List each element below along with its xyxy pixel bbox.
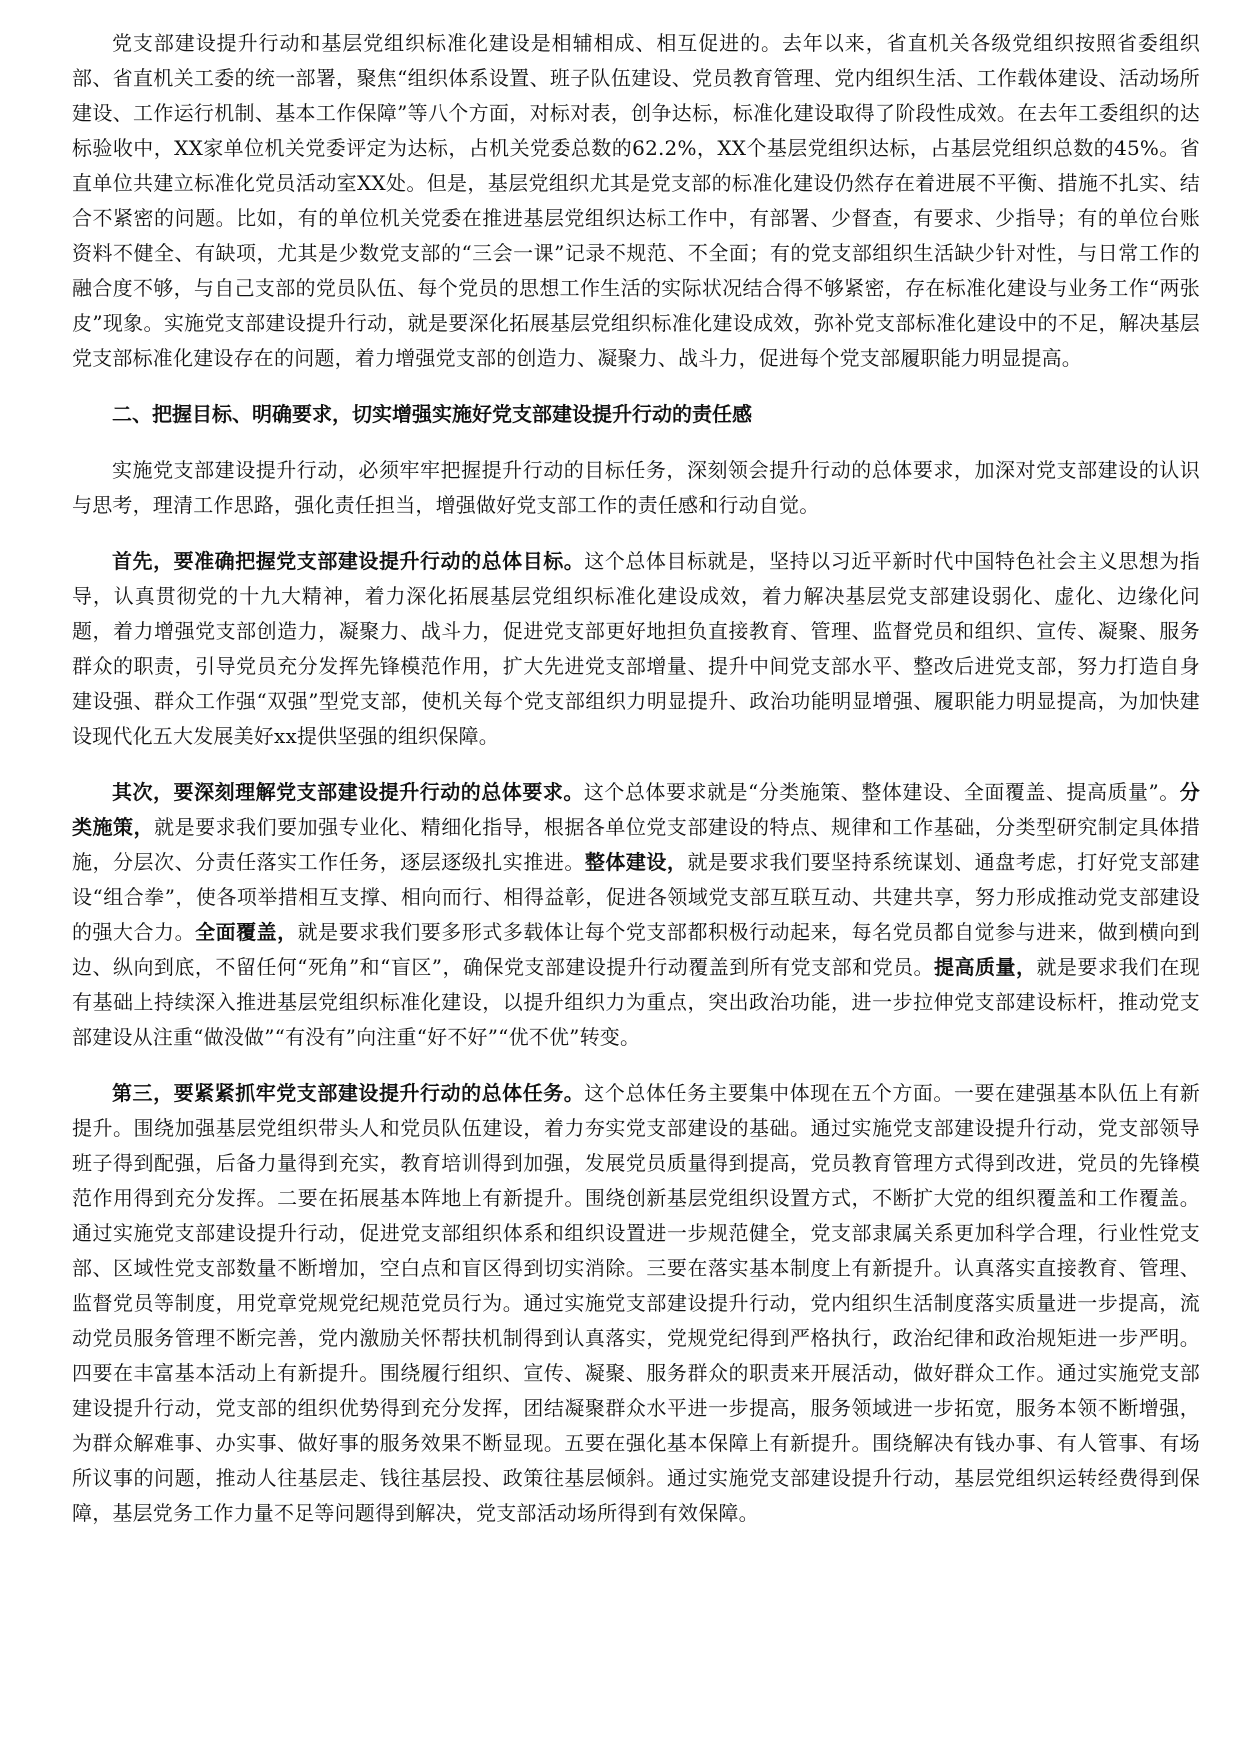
body-paragraph-3 (72, 544, 1200, 754)
paragraph-3-body: 这个总体目标就是，坚持以习近平新时代中国特色社会主义思想为指导，认真贯彻党的十九大精神，着力深化拓展基层党组织标准化建设成效，着力解决基层党支部建设弱化、虚化、边缘化问题，着力增强党支部创造力，凝聚力、战斗力，促进党支部更好地担负直接教育、管理、监督党员和组织、宣传、凝聚、服务群众的职责，引导党员充分发挥先锋模范作用，扩大先进党支部增量、提升中间党支部水平、整改后进党支部，努力打造自身建设强、群众工作强“双强”型党支部，使机关每个党支部组织力明显提升、政治功能明显增强、履职能力明显提高，为加快建设现代化五大发展美好xx提供坚强的组织保障。 (72, 549, 1200, 748)
paragraph-5-body: 这个总体任务主要集中体现在五个方面。一要在建强基本队伍上有新提升。围绕加强基层党组织带头人和党员队伍建设，着力夯实党支部建设的基础。通过实施党支部建设提升行动，党支部领导班子得到配强，后备力量得到充实，教育培训得到加强，发展党员质量得到提高，党员教育管理方式得到改进，党员的先锋模范作用得到充分发挥。二要在拓展基本阵地上有新提升。围绕创新基层党组织设置方式，不断扩大党的组织覆盖和工作覆盖。通过实施党支部建设提升行动，促进党支部组织体系和组织设置进一步规范健全，党支部隶属关系更加科学合理，行业性党支部、区域性党支部数量不断增加，空白点和盲区得到切实消除。三要在落实基本制度上有新提升。认真落实直接教育、管理、监督党员等制度，用党章党规党纪规范党员行为。通过实施党支部建设提升行动，党内组织生活制度落实质量进一步提高，流动党员服务管理不断完善，党内激励关怀帮扶机制得到认真落实，党规党纪得到严格执行，政治纪律和政治规矩进一步严明。四要在丰富基本活动上有新提升。围绕履行组织、宣传、凝聚、服务群众的职责来开展活动，做好群众工作。通过实施党支部建设提升行动，党支部的组织优势得到充分发挥，团结凝聚群众水平进一步提高，服务领域进一步拓宽，服务本领不断增强，为群众解难事、办实事、做好事的服务效果不断显现。五要在强化基本保障上有新提升。围绕解决有钱办事、有人管事、有场所议事的问题，推动人往基层走、钱往基层投、政策往基层倾斜。通过实施党支部建设提升行动，基层党组织运转经费得到保障，基层党务工作力量不足等问题得到解决，党支部活动场所得到有效保障。 (72, 1081, 1200, 1525)
section-heading-2: 二、把握目标、明确要求，切实增强实施好党支部建设提升行动的责任感 (112, 402, 752, 426)
term-overall-construction: 整体建设， (584, 850, 688, 874)
term-improve-quality-text: 就是要求我们在现有基础上持续深入推进基层党组织标准化建设，以提升组织力为重点，突出政治功能，进一步拉伸党支部建设标杆，推动党支部建设从注重“做没做”“有没有”向注重“好不好”“优不优”转变。 (72, 955, 1200, 1049)
term-full-coverage: 全面覆盖， (195, 920, 298, 944)
paragraph-4-lead: 其次，要深刻理解党支部建设提升行动的总体要求。 (112, 780, 584, 804)
paragraph-5-lead: 第三，要紧紧抓牢党支部建设提升行动的总体任务。 (112, 1081, 585, 1105)
paragraph-4-intro: 这个总体要求就是“分类施策、整体建设、全面覆盖、提高质量”。 (583, 780, 1180, 804)
body-paragraph-2: 实施党支部建设提升行动，必须牢牢把握提升行动的目标任务，深刻领会提升行动的总体要求，加深对党支部建设的认识与思考，理清工作思路，强化责任担当，增强做好党支部工作的责任感和行动自觉。 (72, 458, 1200, 517)
term-classified-measures: 分类施策， (72, 780, 1200, 839)
term-improve-quality: 提高质量， (934, 955, 1037, 979)
term-full-coverage-text: 就是要求我们要多形式多载体让每个党支部都积极行动起来，每名党员都自觉参与进来，做到横向到边、纵向到底，不留任何“死角”和“盲区”，确保党支部建设提升行动覆盖到所有党支部和党员。 (72, 920, 1200, 979)
body-paragraph-1: 党支部建设提升行动和基层党组织标准化建设是相辅相成、相互促进的。去年以来，省直机关各级党组织按照省委组织部、省直机关工委的统一部署，聚焦“组织体系设置、班子队伍建设、党员教育管理、党内组织生活、工作载体建设、活动场所建设、工作运行机制、基本工作保障”等八个方面，对标对表，创争达标，标准化建设取得了阶段性成效。在去年工委组织的达标验收中，XX家单位机关党委评定为达标，占机关党委总数的62.2%，XX个基层党组织达标，占基层党组织总数的45%。省直单位共建立标准化党员活动室XX处。但是，基层党组织尤其是党支部的标准化建设仍然存在着进展不平衡、措施不扎实、结合不紧密的问题。比如，有的单位机关党委在推进基层党组织达标工作中，有部署、少督查，有要求、少指导；有的单位台账资料不健全、有缺项，尤其是少数党支部的“三会一课”记录不规范、不全面；有的党支部组织生活缺少针对性，与日常工作的融合度不够，与自己支部的党员队伍、每个党员的思想工作生活的实际状况结合得不够紧密，存在标准化建设与业务工作“两张皮”现象。实施党支部建设提升行动，就是要深化拓展基层党组织标准化建设成效，弥补党支部标准化建设中的不足，解决基层党支部标准化建设存在的问题，着力增强党支部的创造力、凝聚力、战斗力，促进每个党支部履职能力明显提高。 (72, 31, 1200, 370)
body-paragraph-5 (72, 1076, 1200, 1531)
term-classified-measures-text: 就是要求我们要加强专业化、精细化指导，根据各单位党支部建设的特点、规律和工作基础，分类型研究制定具体措施，分层次、分责任落实工作任务，逐层逐级扎实推进。 (72, 815, 1200, 874)
body-paragraph-4 (72, 775, 1200, 1055)
term-overall-construction-text: 就是要求我们要坚持系统谋划、通盘考虑，打好党支部建设“组合拳”，使各项举措相互支撑、相向而行、相得益彰，促进各领域党支部互联互动、共建共享，努力形成推动党支部建设的强大合力。 (72, 850, 1201, 944)
paragraph-3-lead: 首先，要准确把握党支部建设提升行动的总体目标。 (112, 549, 585, 573)
